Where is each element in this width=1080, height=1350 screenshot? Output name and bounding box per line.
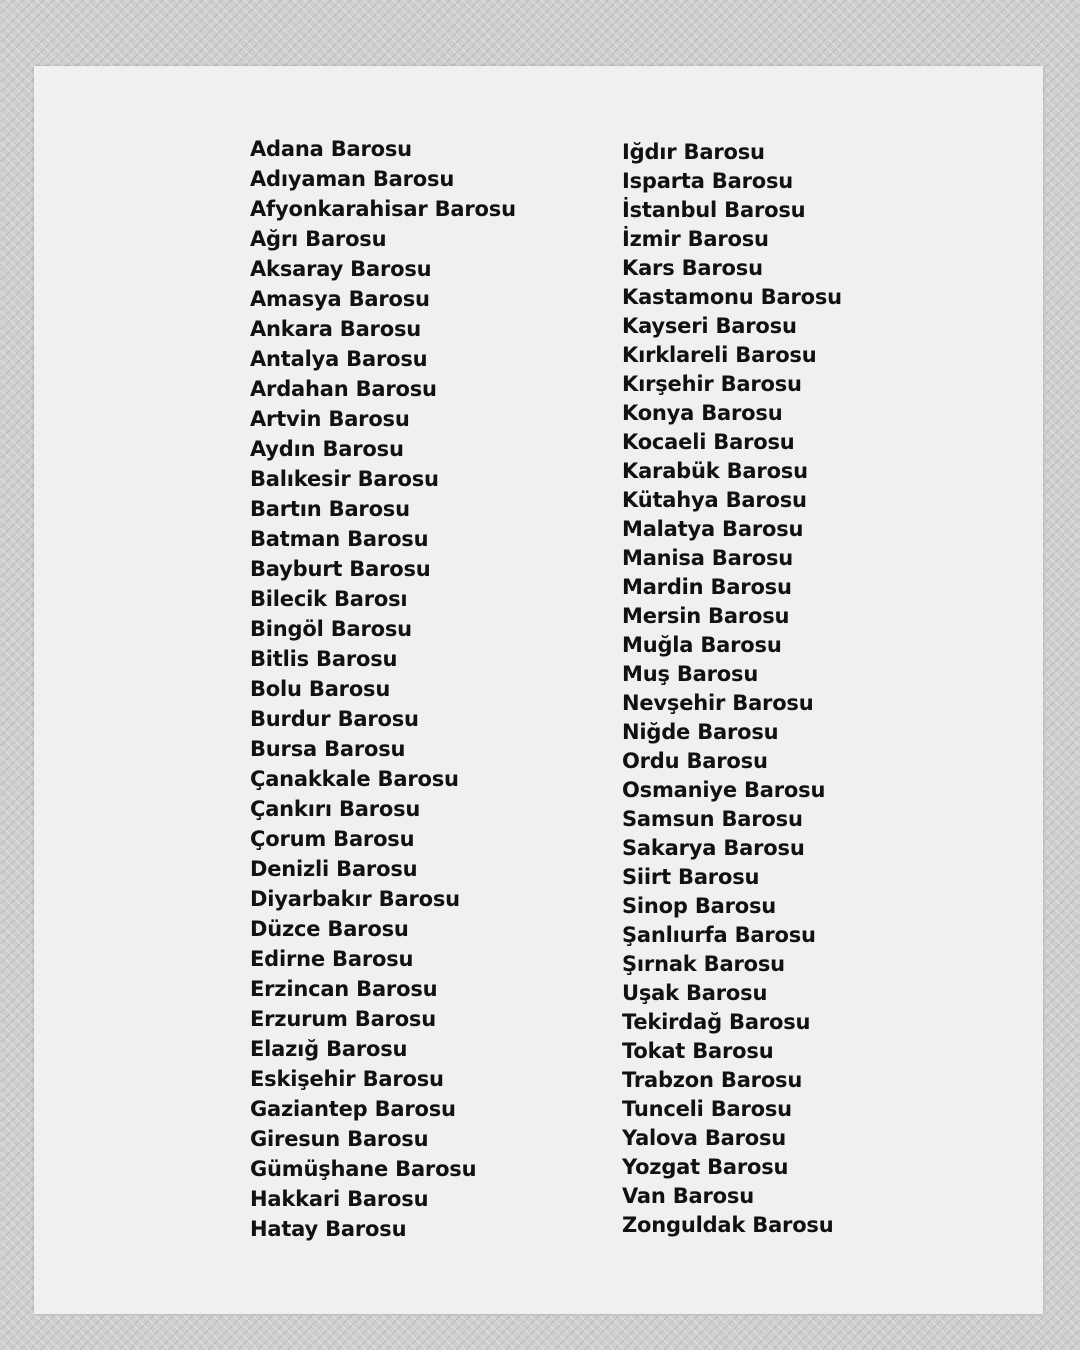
left-bar-list (250, 134, 516, 1244)
list-item: Bartın Barosu (250, 497, 410, 521)
list-item: Bitlis Barosu (250, 647, 398, 671)
list-item: Uşak Barosu (622, 981, 768, 1005)
list-item: Afyonkarahisar Barosu (250, 197, 516, 221)
list-item: Batman Barosu (250, 527, 429, 551)
list-item: Mardin Barosu (622, 575, 792, 599)
list-item: Trabzon Barosu (622, 1068, 803, 1092)
list-item: Denizli Barosu (250, 857, 418, 881)
list-item: Bolu Barosu (250, 677, 391, 701)
list-item: Malatya Barosu (622, 517, 804, 541)
list-item: Yalova Barosu (622, 1126, 787, 1150)
list-item: Elazığ Barosu (250, 1037, 408, 1061)
list-item: Bingöl Barosu (250, 617, 412, 641)
list-item: Bayburt Barosu (250, 557, 431, 581)
list-item: Bilecik Barosı (250, 587, 408, 611)
list-item: Artvin Barosu (250, 407, 410, 431)
list-item: Şanlıurfa Barosu (622, 923, 816, 947)
list-item: Aksaray Barosu (250, 257, 432, 281)
list-item: Erzincan Barosu (250, 977, 438, 1001)
list-item: Siirt Barosu (622, 865, 760, 889)
list-item: Isparta Barosu (622, 169, 794, 193)
list-item: Burdur Barosu (250, 707, 419, 731)
list-item: Bursa Barosu (250, 737, 406, 761)
list-item: Düzce Barosu (250, 917, 409, 941)
list-item: Çanakkale Barosu (250, 767, 459, 791)
list-item: Samsun Barosu (622, 807, 803, 831)
list-item: Gümüşhane Barosu (250, 1157, 477, 1181)
list-item: Kastamonu Barosu (622, 285, 842, 309)
list-item: İzmir Barosu (622, 227, 769, 251)
list-item: Konya Barosu (622, 401, 783, 425)
list-item: Niğde Barosu (622, 720, 779, 744)
list-item: Manisa Barosu (622, 546, 794, 570)
list-item: Muş Barosu (622, 662, 759, 686)
list-item: Yozgat Barosu (622, 1155, 789, 1179)
list-item: Kars Barosu (622, 256, 763, 280)
list-item: Eskişehir Barosu (250, 1067, 444, 1091)
list-item: Kayseri Barosu (622, 314, 797, 338)
list-item: Osmaniye Barosu (622, 778, 826, 802)
paper-sheet (34, 66, 1043, 1314)
list-item: Balıkesir Barosu (250, 467, 439, 491)
list-item: Ankara Barosu (250, 317, 421, 341)
list-item: Sinop Barosu (622, 894, 777, 918)
list-item: Diyarbakır Barosu (250, 887, 460, 911)
list-item: Kütahya Barosu (622, 488, 807, 512)
list-item: Mersin Barosu (622, 604, 790, 628)
list-item: Karabük Barosu (622, 459, 808, 483)
list-item: Adıyaman Barosu (250, 167, 455, 191)
list-item: Kırşehir Barosu (622, 372, 802, 396)
list-item: Tokat Barosu (622, 1039, 774, 1063)
list-item: Nevşehir Barosu (622, 691, 814, 715)
list-item: Van Barosu (622, 1184, 754, 1208)
list-item: Kırklareli Barosu (622, 343, 817, 367)
list-item: Zonguldak Barosu (622, 1213, 834, 1237)
list-item: Kocaeli Barosu (622, 430, 795, 454)
list-item: İstanbul Barosu (622, 198, 806, 222)
list-item: Ardahan Barosu (250, 377, 437, 401)
list-item: Gaziantep Barosu (250, 1097, 456, 1121)
list-item: Ağrı Barosu (250, 227, 387, 251)
list-item: Iğdır Barosu (622, 140, 765, 164)
list-item: Antalya Barosu (250, 347, 428, 371)
list-item: Erzurum Barosu (250, 1007, 436, 1031)
list-item: Çorum Barosu (250, 827, 415, 851)
list-item: Adana Barosu (250, 137, 412, 161)
list-item: Tunceli Barosu (622, 1097, 792, 1121)
list-item: Edirne Barosu (250, 947, 414, 971)
list-item: Giresun Barosu (250, 1127, 429, 1151)
list-item: Hatay Barosu (250, 1217, 407, 1241)
list-item: Tekirdağ Barosu (622, 1010, 811, 1034)
right-bar-list (622, 138, 842, 1240)
list-item: Ordu Barosu (622, 749, 768, 773)
list-item: Amasya Barosu (250, 287, 430, 311)
list-item: Şırnak Barosu (622, 952, 785, 976)
list-item: Muğla Barosu (622, 633, 782, 657)
list-item: Çankırı Barosu (250, 797, 421, 821)
list-item: Hakkari Barosu (250, 1187, 429, 1211)
list-item: Aydın Barosu (250, 437, 404, 461)
list-item: Sakarya Barosu (622, 836, 805, 860)
